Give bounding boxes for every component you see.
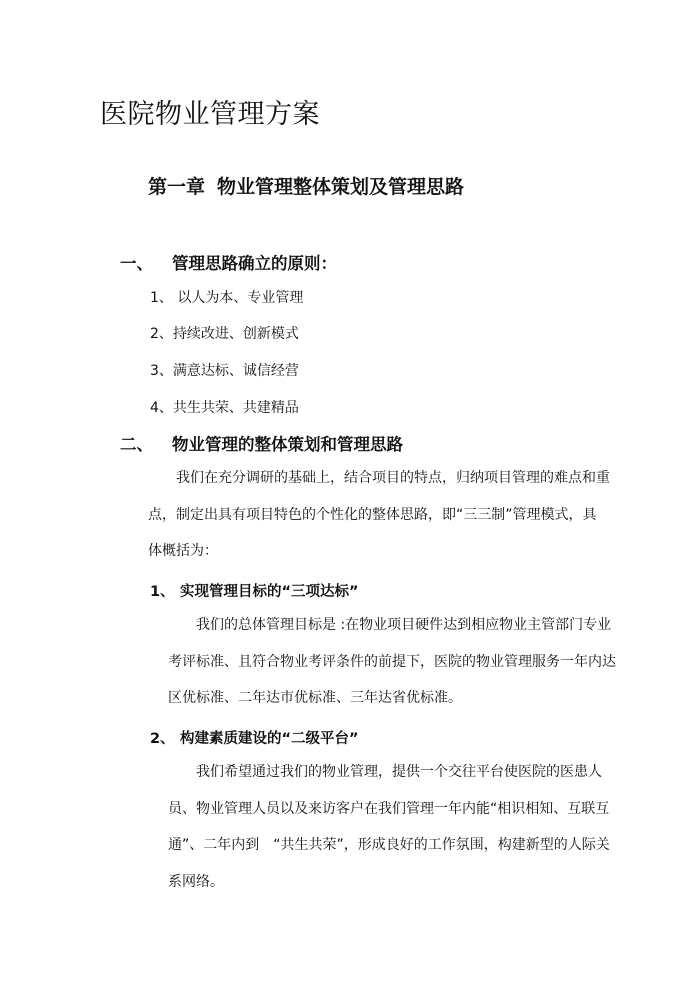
paragraph-line: 员、物业管理人员以及来访客户在我们管理一年内能“相识相知、互联互	[168, 800, 610, 817]
list-item-text: 持续改进、创新模式	[172, 326, 299, 342]
paragraph-line: 考评标准、且符合物业考评条件的前提下，医院的物业管理服务一年内达	[168, 653, 616, 670]
list-item-text: 共生共荣、共建精品	[172, 400, 299, 416]
subsection-title: 实现管理目标的“三项达标”	[180, 584, 359, 600]
subsection-number: 2、	[150, 731, 175, 747]
paragraph-line: 体概括为：	[148, 543, 218, 559]
subsection-heading-2	[150, 727, 359, 748]
list-item-text: 满意达标、诚信经营	[172, 363, 299, 379]
document-title: 医院物业管理方案	[100, 99, 320, 130]
chapter-heading	[148, 172, 464, 199]
list-item	[150, 360, 299, 380]
list-item	[150, 287, 303, 307]
paragraph-line: 我们在充分调研的基础上，结合项目的特点，归纳项目管理的难点和重	[176, 470, 610, 486]
paragraph-line: 区优标准、二年达市优标准、三年达省优标准。	[168, 690, 462, 706]
section-heading-1	[120, 250, 337, 274]
subsection-title: 构建素质建设的“二级平台”	[180, 731, 359, 747]
subsection-2-paragraph	[168, 754, 638, 900]
section-title: 管理思路确立的原则：	[172, 254, 337, 273]
section-number: 一、	[120, 254, 153, 273]
list-item	[150, 323, 299, 343]
subsection-heading-1	[150, 580, 359, 601]
list-item-number: 3、	[150, 363, 173, 379]
paragraph-line: 点，制定出具有项目特色的个性化的整体思路，即“三三制”管理模式，具	[148, 506, 597, 523]
subsection-1-paragraph	[168, 607, 638, 717]
chapter-label: 第一章	[148, 176, 206, 198]
paragraph-line: 我们希望通过我们的物业管理，提供一个交往平台使医院的医患人	[196, 764, 602, 780]
list-item	[150, 397, 299, 417]
list-item-text: 以人为本、专业管理	[172, 290, 304, 306]
paragraph-line: 我们的总体管理目标是 :在物业项目硬件达到相应物业主管部门专业	[196, 617, 612, 633]
section-number: 二、	[120, 435, 153, 454]
list-item-number: 1、	[150, 290, 173, 306]
chapter-title: 物业管理整体策划及管理思路	[217, 176, 465, 198]
list-item-number: 4、	[150, 400, 173, 416]
paragraph-line: 系网络。	[168, 873, 224, 890]
paragraph-line: 通”、二年内到 “共生共荣”，形成良好的工作氛围，构建新型的人际关	[168, 837, 610, 853]
section-2-paragraph	[148, 460, 628, 570]
subsection-number: 1、	[150, 584, 175, 600]
section-heading-2	[120, 431, 403, 455]
section-title: 物业管理的整体策划和管理思路	[172, 435, 403, 454]
list-item-number: 2、	[150, 326, 173, 342]
